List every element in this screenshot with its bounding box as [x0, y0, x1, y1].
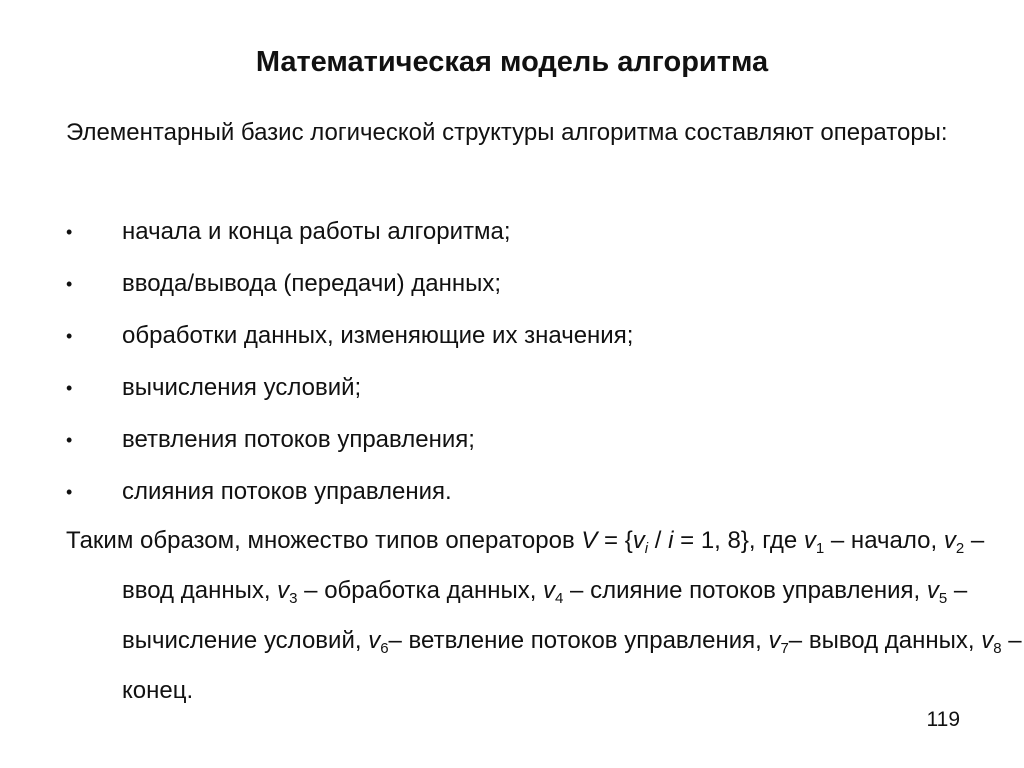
subscript: 7	[780, 640, 789, 657]
list-item	[66, 466, 946, 518]
summary-text: – вычисление условий,	[122, 577, 968, 654]
list-item-text: вычисления условий;	[122, 374, 362, 401]
bullet-dot-icon: •	[66, 482, 73, 502]
subscript: 4	[555, 590, 564, 607]
summary-text: – слияние потоков управления,	[563, 577, 927, 604]
bullet-dot-icon: •	[66, 274, 73, 294]
operator-symbol: v	[803, 527, 816, 554]
operator-symbol: v	[632, 527, 645, 554]
list-item	[66, 258, 946, 310]
summary-text: – ввод данных,	[122, 527, 985, 604]
subscript: 6	[380, 640, 389, 657]
bullet-dot-icon: •	[66, 326, 73, 346]
index-symbol: i	[668, 527, 674, 554]
operator-symbol: v	[768, 627, 781, 654]
subscript: 8	[993, 640, 1002, 657]
list-item	[66, 206, 946, 258]
summary-text: – вывод данных,	[788, 627, 982, 654]
operator-list	[66, 206, 946, 518]
operator-symbol: v	[926, 577, 939, 604]
operator-symbol: v	[943, 527, 956, 554]
list-item	[66, 414, 946, 466]
page-number: 119	[926, 708, 960, 731]
summary-text: – обработка данных,	[297, 577, 544, 604]
bullet-dot-icon: •	[66, 378, 73, 398]
list-item-text: обработки данных, изменяющие их значения;	[122, 322, 634, 349]
list-item-text: слияния потоков управления.	[122, 478, 452, 505]
index-symbol: i	[644, 540, 649, 557]
bullet-dot-icon: •	[66, 222, 73, 242]
summary-text: = {	[597, 527, 633, 554]
bullet-dot-icon: •	[66, 430, 73, 450]
summary-paragraph	[66, 516, 1022, 716]
summary-text: – конец.	[122, 627, 1022, 704]
subscript: 2	[955, 540, 965, 557]
operator-symbol: v	[543, 577, 556, 604]
list-item	[66, 310, 946, 362]
subscript: 5	[938, 590, 948, 607]
intro-paragraph: Элементарный базис логической структуры алгоритма составляют операторы:	[66, 119, 948, 146]
operator-symbol: v	[981, 627, 994, 654]
operator-symbol: v	[277, 577, 290, 604]
summary-text: Таким образом, множество типов операторов	[66, 527, 582, 554]
list-item-text: начала и конца работы алгоритма;	[122, 218, 511, 245]
summary-text: – ветвление потоков управления,	[388, 627, 769, 654]
operator-symbol: v	[368, 627, 381, 654]
summary-text: = 1, 8}, где	[673, 527, 804, 554]
subscript: 1	[815, 540, 825, 557]
slide-title: Математическая модель алгоритма	[255, 46, 769, 78]
subscript: 3	[289, 590, 298, 607]
summary-text: – начало,	[824, 527, 944, 554]
summary-text: /	[648, 527, 669, 554]
list-item-text: ввода/вывода (передачи) данных;	[122, 270, 502, 297]
list-item	[66, 362, 946, 414]
set-symbol: V	[581, 527, 598, 554]
list-item-text: ветвления потоков управления;	[122, 426, 475, 453]
